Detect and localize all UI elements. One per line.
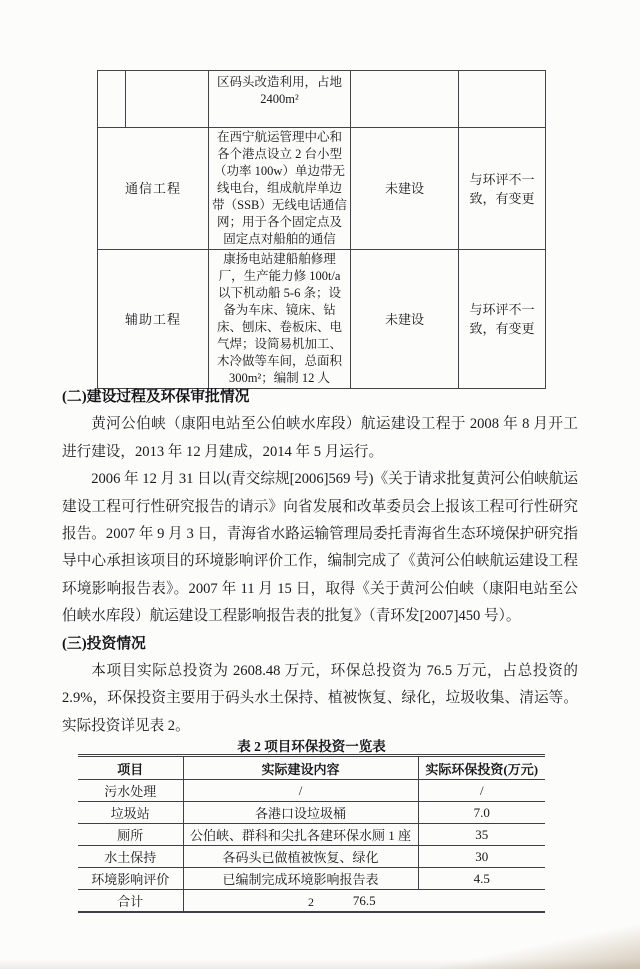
cell-item: 垃圾站 xyxy=(78,802,183,824)
cell-content: 已编制完成环境影响报告表 xyxy=(183,868,418,890)
cell-content: / xyxy=(183,780,418,802)
cell-value: 7.0 xyxy=(418,802,545,824)
cell-value: / xyxy=(418,780,545,802)
para-investment: 本项目实际总投资为 2608.48 万元，环保总投资为 76.5 万元，占总投资的 2.9%，环保投资主要用于码头水土保持、植被恢复、绿化，垃圾收集、清运等。实际投资详见表 2。 xyxy=(62,663,578,734)
row-label-communication: 通信工程 xyxy=(98,128,209,250)
section-heading-investment: (三)投资情况 xyxy=(62,635,146,652)
paper-corner-shadow xyxy=(340,923,640,969)
cell-content: 各码头已做植被恢复、绿化 xyxy=(183,846,418,868)
investment-table xyxy=(78,754,545,913)
table-row-soil xyxy=(78,846,545,868)
table-row-auxiliary xyxy=(98,250,546,389)
table-cell-conclusion: 与环评不一致，有变更 xyxy=(459,250,546,389)
cell-total-value: 76.5 xyxy=(183,890,545,913)
cell-total-label: 合计 xyxy=(78,890,183,913)
continuation-table xyxy=(97,70,546,389)
table-cell-status: 未建设 xyxy=(351,128,459,250)
cell-item: 污水处理 xyxy=(78,780,183,802)
cell-content: 公伯峡、群科和尖扎各建环保水厕 1 座 xyxy=(183,824,418,846)
page-number: 2 xyxy=(308,895,314,909)
table-cell-spacer xyxy=(98,71,126,128)
investment-table-title: 表 2 项目环保投资一览表 xyxy=(237,739,386,754)
para-construction-1: 黄河公伯峡（康阳电站至公伯峡水库段）航运建设工程于 2008 年 8 月开工进行建设，2013 年 12 月建成，2014 年 5 月运行。 xyxy=(62,416,578,460)
body-text-column xyxy=(62,384,578,740)
table-row-garbage xyxy=(78,802,545,824)
table-cell-conclusion xyxy=(459,71,546,128)
table-header-row xyxy=(78,756,545,780)
table-row-toilet xyxy=(78,824,545,846)
header-content: 实际建设内容 xyxy=(183,756,418,780)
table-cell-spacer xyxy=(126,71,209,128)
table-cell-conclusion: 与环评不一致，有变更 xyxy=(459,128,546,250)
para-construction-2: 2006 年 12 月 31 日以(青交综规[2006]569 号)《关于请求批复黄河公伯峡航运建设工程可行性研究报告的请示》向省发展和改革委员会上报该工程可行性研究报告。2007 年 9 月 3 日，青海省水路运输管理局委托青海省生态环境保护研究指导中心承担该项目的环境影响评价工作，编制完成了《黄河公伯峡航运建设工程环境影响报告表》。2007 年 11 月 15 日，取得《关于黄河公伯峡（康阳电站至公伯峡水库段）航运建设工程影响报告表的批复》（青环发[2007]450 号）。 xyxy=(62,471,578,625)
table-row-sewage xyxy=(78,780,545,802)
paper-edge-shadow xyxy=(0,959,640,969)
table-row-eia xyxy=(78,868,545,890)
table-cell-status: 未建设 xyxy=(351,250,459,389)
table-cell-status xyxy=(351,71,459,128)
table-cell-content: 康扬电站建船舶修理厂，生产能力修 100t/a 以下机动船 5-6 条；设备为车床、镜床、钻床、刨床、卷板床、电气焊；设简易机加工、木冷做等车间，总面积 300m²；编制 12 人 xyxy=(209,250,351,389)
section-heading-construction: (二)建设过程及环保审批情况 xyxy=(62,389,250,405)
cell-value: 35 xyxy=(418,824,545,846)
header-item: 项目 xyxy=(78,756,183,780)
row-label-auxiliary: 辅助工程 xyxy=(98,250,209,389)
cell-item: 环境影响评价 xyxy=(78,868,183,890)
cell-item: 厕所 xyxy=(78,824,183,846)
table-cell-content: 区码头改造利用，占地 2400m² xyxy=(209,71,351,128)
cell-content: 各港口设垃圾桶 xyxy=(183,802,418,824)
header-investment: 实际环保投资(万元) xyxy=(418,756,545,780)
cell-value: 4.5 xyxy=(418,868,545,890)
table-row-communication xyxy=(98,128,546,250)
table-cell-content: 在西宁航运管理中心和各个港点设立 2 台小型（功率 100w）单边带无线电台，组成航岸单边带（SSB）无线电话通信网；用于各个固定点及固定点对船舶的通信 xyxy=(209,128,351,250)
cell-value: 30 xyxy=(418,846,545,868)
cell-item: 水土保持 xyxy=(78,846,183,868)
table-row xyxy=(98,71,546,128)
